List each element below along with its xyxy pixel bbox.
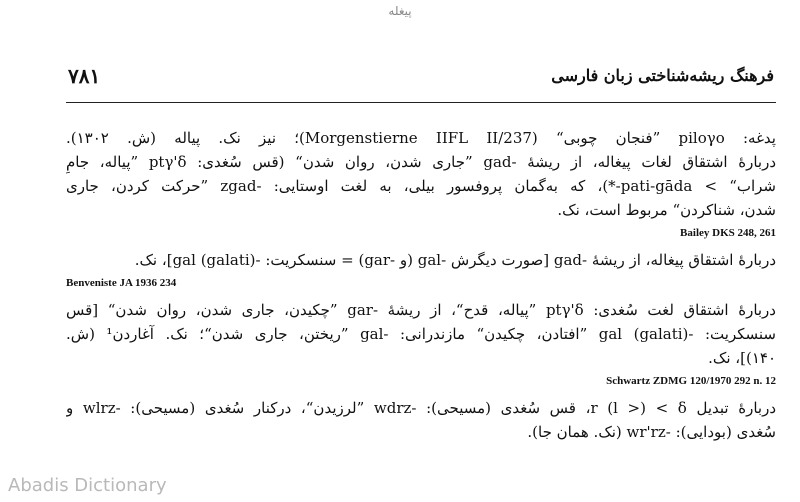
entry-line: دربارهٔ اشتقاق لغات پیغاله، از ریشهٔ -gad ”جاری شدن، روان شدن“ (قس سُغدی: ptγ'δ ”پیاله، جامِ — [66, 153, 776, 171]
entry-line: دربارهٔ اشتقاق پیغاله، از ریشهٔ -gad [صورت دیگرش -gal (و -gar) = سنسکریت: -gal (galati)]، نک. — [134, 251, 776, 269]
reference-benveniste: Benveniste JA 1936 234 — [66, 277, 177, 289]
running-head: فرهنگ ریشه‌شناختی زبان فارسی — [551, 66, 774, 85]
document-tab-title: پیغله — [388, 4, 412, 18]
reference-schwartz: Schwartz ZDMG 120/1970 292 n. 12 — [606, 375, 776, 387]
entry-line: دربارهٔ اشتقاق لغت سُغدی: ptγ'δ ”پیاله، قدح“، از ریشهٔ -gar ”چکیدن، جاری شدن، روان شدن“ [قس — [66, 301, 776, 319]
entry-line: ۱۴۰)]، نک. — [708, 349, 776, 367]
entry-line: شراب“ > pati-gāda-*)، که به‌گمان پروفسور بیلی، به لغت اوستایی: -zgad ”حرکت کردن، جاری — [66, 177, 776, 195]
page-number: ۷۸۱ — [68, 64, 101, 88]
watermark-text: Abadis Dictionary — [8, 475, 167, 496]
reference-bailey: Bailey DKS 248, 261 — [680, 227, 776, 239]
entry-line: پدغه: piloγo ”فنجان چوبی“ (Morgenstierne IIFL II/237)؛ نیز نک. پیاله (ش. ۱۳۰۲). — [66, 129, 776, 147]
entry-body — [66, 126, 776, 444]
dictionary-page — [60, 30, 790, 500]
header-rule — [66, 102, 776, 103]
entry-line: شدن، شناکردن“ مربوط است، نک. — [557, 201, 776, 219]
entry-line: سنسکریت: -gal (galati) ”افتادن، چکیدن“ مازندرانی: -gal ”ریختن، جاری شدن“؛ نک. آغاردن¹ (ش. — [66, 325, 776, 343]
entry-line: دربارهٔ تبدیل r (l >) < δ، قس سُغدی (مسیحی): -wdrz ”لرزیدن“، درکنار سُغدی (مسیحی): -wlrz و — [66, 399, 776, 417]
entry-line: سُغدی (بودایی): -wr'rz (نک. همان جا). — [527, 423, 776, 441]
